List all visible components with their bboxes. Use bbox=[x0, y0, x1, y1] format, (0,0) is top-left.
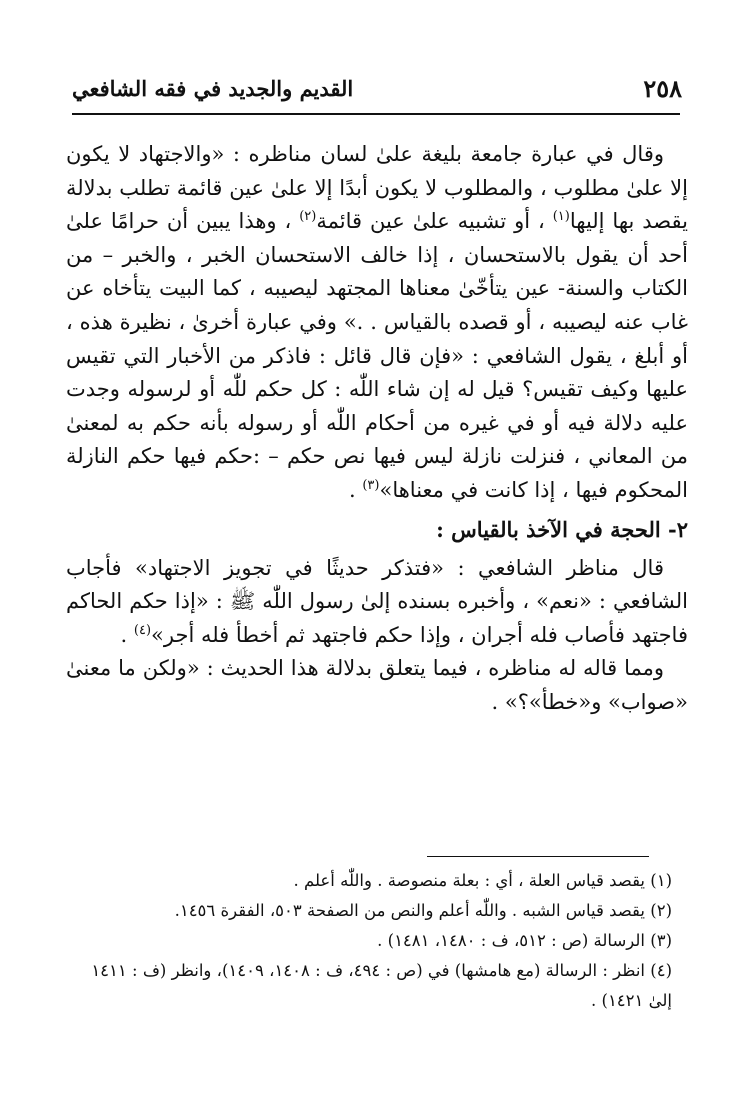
footnote-4: (٤) انظر : الرسالة (مع هامشها) في (ص : ٤٩٤، ف : ١٤٠٨، ١٤٠٩)، وانظر (ف : ١٤١١ إلىٰ ١٤٢١) . bbox=[91, 961, 672, 1010]
paragraph-1-part-a: وقال في عبارة جامعة بليغة علىٰ لسان مناظره : «والاجتهاد لا يكون إلا علىٰ مطلوب ، والمطلوب لا يكون أبدًا إلا علىٰ عين قائمة تطلب بدلالة يقصد بها إليها bbox=[66, 142, 688, 234]
paragraph-2-part-b: . bbox=[120, 622, 128, 647]
footnote-1: (١) يقصد قياس العلة ، أي : بعلة منصوصة . واللّٰه أعلم . bbox=[293, 871, 672, 890]
paragraph-1-part-c: ، وهذا يبين أن حرامًا علىٰ أحد أن يقول بالاستحسان ، إذا خالف الاستحسان الخبر ، والخبر – من الكتاب والسنة- عين يتأخّىٰ معناها المجتهد ليصيبه ، كما البيت يتأخاه عن غاب عنه ليصيبه ، أو قصده بالقياس . .» وفي عبارة أخرىٰ ، نظيرة هذه ، أو أبلغ ، يقول الشافعي : «فإن قال قائل : فاذكر من الأخبار التي تقيس عليها وكيف تقيس؟ قيل له إن شاء اللّٰه : كل حكم للّٰه أو لرسوله وجدت عليه دلالة فيه أو في غيره من أحكام اللّٰه أو رسوله بأنه حكم به لمعنىٰ من المعاني ، فنزلت نازلة ليس فيها نص حكم – :حكم فيها حكم النازلة المحكوم فيها ، إذا كانت في معناها» bbox=[66, 209, 688, 502]
footnote-ref-2[interactable]: (٢) bbox=[299, 209, 317, 225]
page-number: ٢٥٨ bbox=[643, 74, 682, 103]
footnotes bbox=[66, 866, 672, 1016]
page-header bbox=[72, 72, 682, 112]
footnote-3: (٣) الرسالة (ص : ٥١٢، ف : ١٤٨٠، ١٤٨١) . bbox=[377, 931, 672, 950]
paragraph-2 bbox=[66, 552, 688, 653]
paragraph-2-part-a: قال مناظر الشافعي : «فتذكر حديثًا في تجويز الاجتهاد» فأجاب الشافعي : «نعم» ، وأخبره بسنده إلىٰ رسول اللّٰه ﷺ : «إذا حكم الحاكم فاجتهد فأصاب فله أجران ، وإذا حكم فاجتهد ثم أخطأ فله أجر» bbox=[66, 555, 688, 647]
footnote-ref-1[interactable]: (١) bbox=[552, 209, 570, 225]
running-title: القديم والجديد في فقه الشافعي bbox=[72, 76, 354, 101]
footnote-2: (٢) يقصد قياس الشبه . واللّٰه أعلم والنص من الصفحة ٥٠٣، الفقرة ١٤٥٦. bbox=[174, 901, 672, 920]
paragraph-3: ومما قاله له مناظره ، فيما يتعلق بدلالة هذا الحديث : «ولكن ما معنىٰ «صواب» و«خطأ»؟» . bbox=[66, 656, 688, 714]
paragraph-1 bbox=[66, 138, 688, 508]
paragraph-1-part-b: ، أو تشبيه علىٰ عين قائمة bbox=[316, 209, 545, 234]
main-text bbox=[66, 138, 688, 720]
footnote-ref-3[interactable]: (٣) bbox=[362, 477, 380, 493]
footnote-separator bbox=[427, 856, 649, 857]
paragraph-1-part-d: . bbox=[348, 477, 356, 502]
header-rule bbox=[72, 113, 680, 115]
section-heading: ٢- الحجة في الآخذ بالقياس : bbox=[436, 516, 688, 542]
footnote-ref-4[interactable]: (٤) bbox=[133, 622, 152, 638]
